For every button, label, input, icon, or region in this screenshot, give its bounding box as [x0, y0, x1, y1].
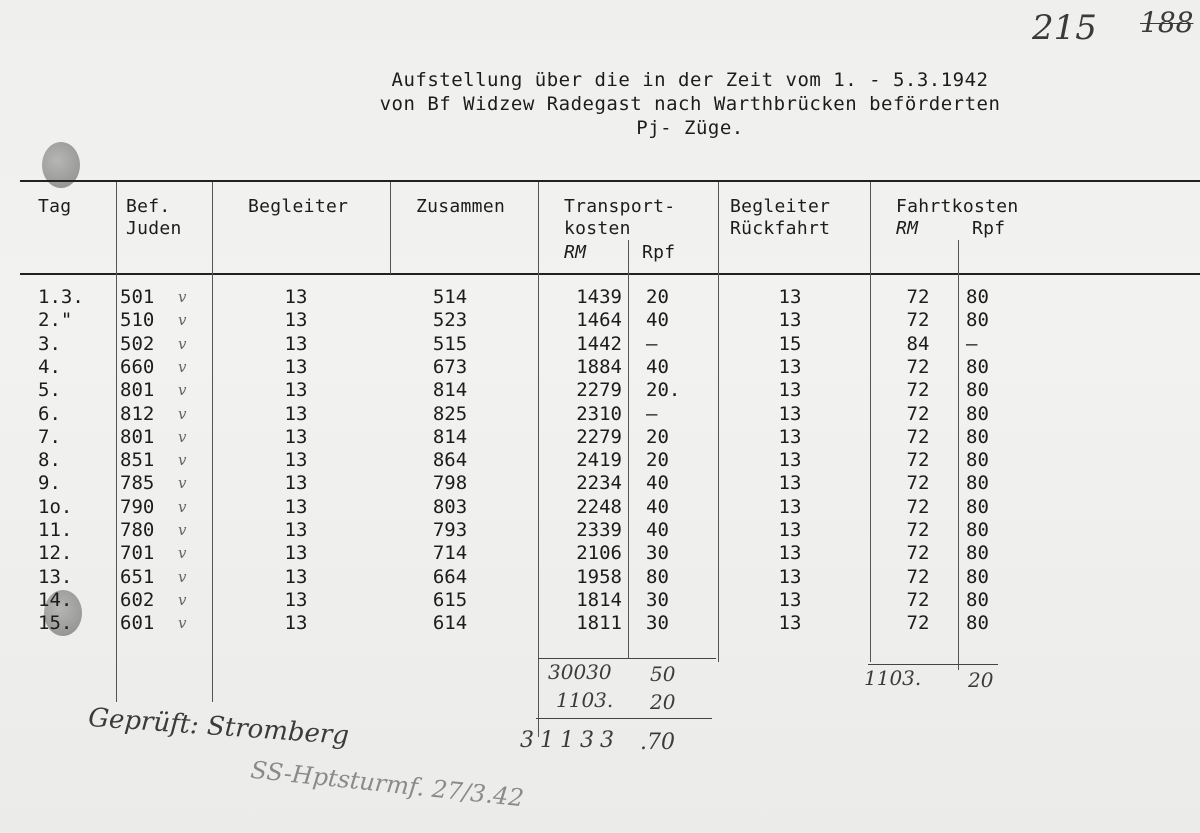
- row-transport-rpf: 40: [646, 355, 669, 378]
- header-transport-rm: RM: [564, 242, 587, 263]
- row-transport-rm: 2279: [576, 425, 622, 448]
- row-transport-rpf: 20: [646, 286, 669, 308]
- row-transport-rm: 1464: [576, 309, 622, 332]
- column-divider: [390, 182, 391, 274]
- row-day: 15.: [38, 612, 73, 635]
- table-top-rule: [20, 180, 1200, 182]
- row-transport-rpf: 20: [646, 425, 669, 448]
- check-mark: v: [178, 451, 187, 470]
- row-day: 8.: [38, 449, 61, 472]
- row-day: 3.: [38, 332, 61, 355]
- row-fare-rm: 72: [906, 286, 930, 308]
- column-divider: [628, 240, 629, 658]
- row-fare-rm: 72: [906, 425, 930, 448]
- check-mark: v: [178, 614, 187, 633]
- row-day: 7.: [38, 425, 61, 448]
- row-fare-rpf: 80: [966, 286, 989, 308]
- row-day: 5.: [38, 379, 61, 402]
- header-fahrt-rm: RM: [896, 218, 919, 239]
- row-deported-count: 801: [120, 379, 155, 402]
- row-escorts-return: 13: [778, 519, 802, 541]
- column-divider: [958, 240, 959, 670]
- column-divider: [870, 182, 871, 662]
- row-fare-rm: 72: [906, 309, 930, 332]
- row-deported-count: 790: [120, 495, 155, 518]
- row-escorts-return: 13: [778, 425, 802, 448]
- header-transportkosten: Transport- kosten: [564, 196, 676, 239]
- row-escorts-return: 13: [778, 612, 802, 635]
- row-deported-count: 801: [120, 425, 155, 448]
- row-deported-count: 812: [120, 402, 155, 425]
- row-fare-rm: 72: [906, 542, 930, 565]
- row-escorts: 13: [284, 449, 308, 472]
- row-transport-rpf: 40: [646, 519, 669, 541]
- row-escorts-return: 13: [778, 286, 802, 308]
- column-divider: [212, 182, 213, 702]
- grand-total-rm: 31133: [520, 728, 620, 753]
- row-escorts: 13: [284, 425, 308, 448]
- row-fare-rpf: 80: [966, 449, 989, 472]
- page-number: 215: [1032, 8, 1097, 48]
- check-mark: v: [178, 311, 187, 330]
- row-fare-rpf: 80: [966, 379, 989, 402]
- check-mark: v: [178, 381, 187, 400]
- row-escorts-return: 13: [778, 309, 802, 332]
- header-fahrtkosten: Fahrtkosten: [896, 196, 1019, 217]
- row-escorts: 13: [284, 379, 308, 402]
- row-transport-rm: 2310: [576, 402, 622, 425]
- total-rule-1: [538, 658, 716, 659]
- row-fare-rpf: 80: [966, 565, 989, 588]
- row-total-persons: 814: [432, 379, 468, 402]
- check-mark: v: [178, 357, 187, 376]
- row-day: 9.: [38, 472, 61, 495]
- row-deported-count: 785: [120, 472, 155, 495]
- row-escorts-return: 13: [778, 355, 802, 378]
- row-total-persons: 803: [432, 495, 468, 518]
- row-total-persons: 814: [432, 425, 468, 448]
- row-fare-rm: 72: [906, 402, 930, 425]
- row-transport-rpf: 40: [646, 472, 669, 495]
- row-deported-count: 780: [120, 519, 155, 541]
- row-fare-rpf: 80: [966, 519, 989, 541]
- row-escorts: 13: [284, 542, 308, 565]
- added-fahrt-rpf: 20: [650, 690, 676, 714]
- check-mark: v: [178, 497, 187, 516]
- check-mark: v: [178, 404, 187, 423]
- row-fare-rm: 72: [906, 495, 930, 518]
- check-mark: v: [178, 567, 187, 586]
- column-divider: [538, 182, 539, 737]
- row-fare-rm: 72: [906, 519, 930, 541]
- row-transport-rm: 1811: [576, 612, 622, 635]
- row-fare-rpf: –: [966, 332, 978, 355]
- row-day: 1o.: [38, 495, 73, 518]
- row-escorts-return: 13: [778, 472, 802, 495]
- row-fare-rm: 84: [906, 332, 930, 355]
- row-transport-rpf: 40: [646, 495, 669, 518]
- check-mark: v: [178, 288, 187, 306]
- row-transport-rpf: 20.: [646, 379, 681, 402]
- header-begleiter: Begleiter: [248, 196, 349, 217]
- row-fare-rm: 72: [906, 355, 930, 378]
- row-deported-count: 601: [120, 612, 155, 635]
- header-fahrt-rpf: Rpf: [972, 218, 1006, 239]
- row-transport-rm: 2279: [576, 379, 622, 402]
- check-mark: v: [178, 521, 187, 539]
- fahrt-total-rule: [868, 664, 998, 665]
- row-day: 12.: [38, 542, 73, 565]
- header-transport-rpf: Rpf: [642, 242, 676, 263]
- row-day: 14.: [38, 588, 73, 611]
- grand-total-rpf: .70: [640, 730, 675, 755]
- row-deported-count: 851: [120, 449, 155, 472]
- total-rule-2: [536, 718, 712, 719]
- row-transport-rpf: 30: [646, 542, 669, 565]
- row-total-persons: 673: [432, 355, 468, 378]
- row-total-persons: 864: [432, 449, 468, 472]
- transport-total-rm: 30030: [548, 660, 612, 684]
- row-deported-count: 701: [120, 542, 155, 565]
- row-transport-rm: 1442: [576, 332, 622, 355]
- row-deported-count: 660: [120, 355, 155, 378]
- check-mark: v: [178, 544, 187, 563]
- row-day: 4.: [38, 355, 61, 378]
- row-escorts: 13: [284, 286, 308, 308]
- row-escorts-return: 13: [778, 588, 802, 611]
- row-fare-rm: 72: [906, 612, 930, 635]
- row-fare-rm: 72: [906, 379, 930, 402]
- row-transport-rpf: 20: [646, 449, 669, 472]
- row-escorts: 13: [284, 588, 308, 611]
- row-total-persons: 614: [432, 612, 468, 635]
- table-header-rule: [20, 273, 1200, 275]
- row-escorts: 13: [284, 332, 308, 355]
- row-escorts: 13: [284, 402, 308, 425]
- row-fare-rpf: 80: [966, 588, 989, 611]
- header-tag: Tag: [38, 196, 72, 217]
- row-day: 11.: [38, 519, 73, 541]
- row-transport-rm: 1439: [576, 286, 622, 308]
- row-fare-rpf: 80: [966, 495, 989, 518]
- column-divider: [116, 182, 117, 702]
- row-day: 2.": [38, 309, 73, 332]
- row-transport-rpf: –: [646, 332, 658, 355]
- row-transport-rm: 2339: [576, 519, 622, 541]
- check-mark: v: [178, 427, 187, 446]
- row-deported-count: 651: [120, 565, 155, 588]
- row-escorts: 13: [284, 612, 308, 635]
- transport-total-rpf: 50: [650, 662, 676, 686]
- check-mark: v: [178, 474, 187, 493]
- row-transport-rpf: –: [646, 402, 658, 425]
- row-day: 6.: [38, 402, 61, 425]
- row-escorts-return: 13: [778, 402, 802, 425]
- row-escorts: 13: [284, 472, 308, 495]
- row-total-persons: 523: [432, 309, 468, 332]
- row-escorts-return: 13: [778, 379, 802, 402]
- added-fahrt-rm: 1103.: [556, 688, 614, 712]
- row-transport-rm: 1814: [576, 588, 622, 611]
- header-begleiter-rueckfahrt: Begleiter Rückfahrt: [730, 196, 831, 239]
- row-fare-rpf: 80: [966, 309, 989, 332]
- header-zusammen: Zusammen: [416, 196, 506, 217]
- document-title: [240, 68, 1140, 140]
- row-transport-rm: 2419: [576, 449, 622, 472]
- row-transport-rm: 1884: [576, 355, 622, 378]
- row-transport-rm: 2248: [576, 495, 622, 518]
- row-total-persons: 714: [432, 542, 468, 565]
- row-escorts: 13: [284, 519, 308, 541]
- row-fare-rpf: 80: [966, 612, 989, 635]
- fahrt-total-rpf: 20: [968, 668, 994, 692]
- fahrt-total-rm: 1103.: [864, 666, 922, 690]
- row-total-persons: 664: [432, 565, 468, 588]
- row-total-persons: 798: [432, 472, 468, 495]
- row-fare-rpf: 80: [966, 355, 989, 378]
- title-line-3: Pj- Züge.: [636, 117, 744, 139]
- row-transport-rm: 2234: [576, 472, 622, 495]
- row-transport-rpf: 80: [646, 565, 669, 588]
- row-escorts-return: 13: [778, 449, 802, 472]
- row-escorts-return: 13: [778, 495, 802, 518]
- row-total-persons: 514: [432, 286, 468, 308]
- column-divider: [718, 182, 719, 662]
- row-fare-rpf: 80: [966, 402, 989, 425]
- row-fare-rpf: 80: [966, 425, 989, 448]
- header-bef-juden: Bef. Juden: [126, 196, 182, 239]
- title-line-2: von Bf Widzew Radegast nach Warthbrücken beförderten: [379, 93, 1001, 115]
- row-total-persons: 615: [432, 588, 468, 611]
- row-transport-rm: 1958: [576, 565, 622, 588]
- row-escorts-return: 13: [778, 565, 802, 588]
- row-deported-count: 510: [120, 309, 155, 332]
- check-mark: v: [178, 334, 187, 353]
- title-line-1: Aufstellung über die in der Zeit vom 1. - 5.3.1942: [391, 69, 989, 91]
- row-escorts: 13: [284, 495, 308, 518]
- row-fare-rpf: 80: [966, 542, 989, 565]
- row-total-persons: 515: [432, 332, 468, 355]
- row-escorts-return: 15: [778, 332, 802, 355]
- row-transport-rm: 2106: [576, 542, 622, 565]
- row-escorts-return: 13: [778, 542, 802, 565]
- row-transport-rpf: 30: [646, 588, 669, 611]
- struck-page-number: 188: [1140, 6, 1194, 39]
- row-transport-rpf: 30: [646, 612, 669, 635]
- row-fare-rm: 72: [906, 449, 930, 472]
- row-deported-count: 501: [120, 286, 155, 308]
- row-day: 13.: [38, 565, 73, 588]
- row-day: 1.3.: [38, 286, 84, 308]
- row-fare-rm: 72: [906, 588, 930, 611]
- row-total-persons: 793: [432, 519, 468, 541]
- row-total-persons: 825: [432, 402, 468, 425]
- row-deported-count: 502: [120, 332, 155, 355]
- row-fare-rm: 72: [906, 565, 930, 588]
- row-fare-rm: 72: [906, 472, 930, 495]
- row-transport-rpf: 40: [646, 309, 669, 332]
- row-escorts: 13: [284, 565, 308, 588]
- row-escorts: 13: [284, 355, 308, 378]
- row-deported-count: 602: [120, 588, 155, 611]
- verification-signature: Geprüft: Stromberg: [87, 702, 350, 752]
- verification-rank-date: SS-Hptsturmf. 27/3.42: [249, 755, 526, 813]
- row-fare-rpf: 80: [966, 472, 989, 495]
- row-escorts: 13: [284, 309, 308, 332]
- check-mark: v: [178, 590, 187, 609]
